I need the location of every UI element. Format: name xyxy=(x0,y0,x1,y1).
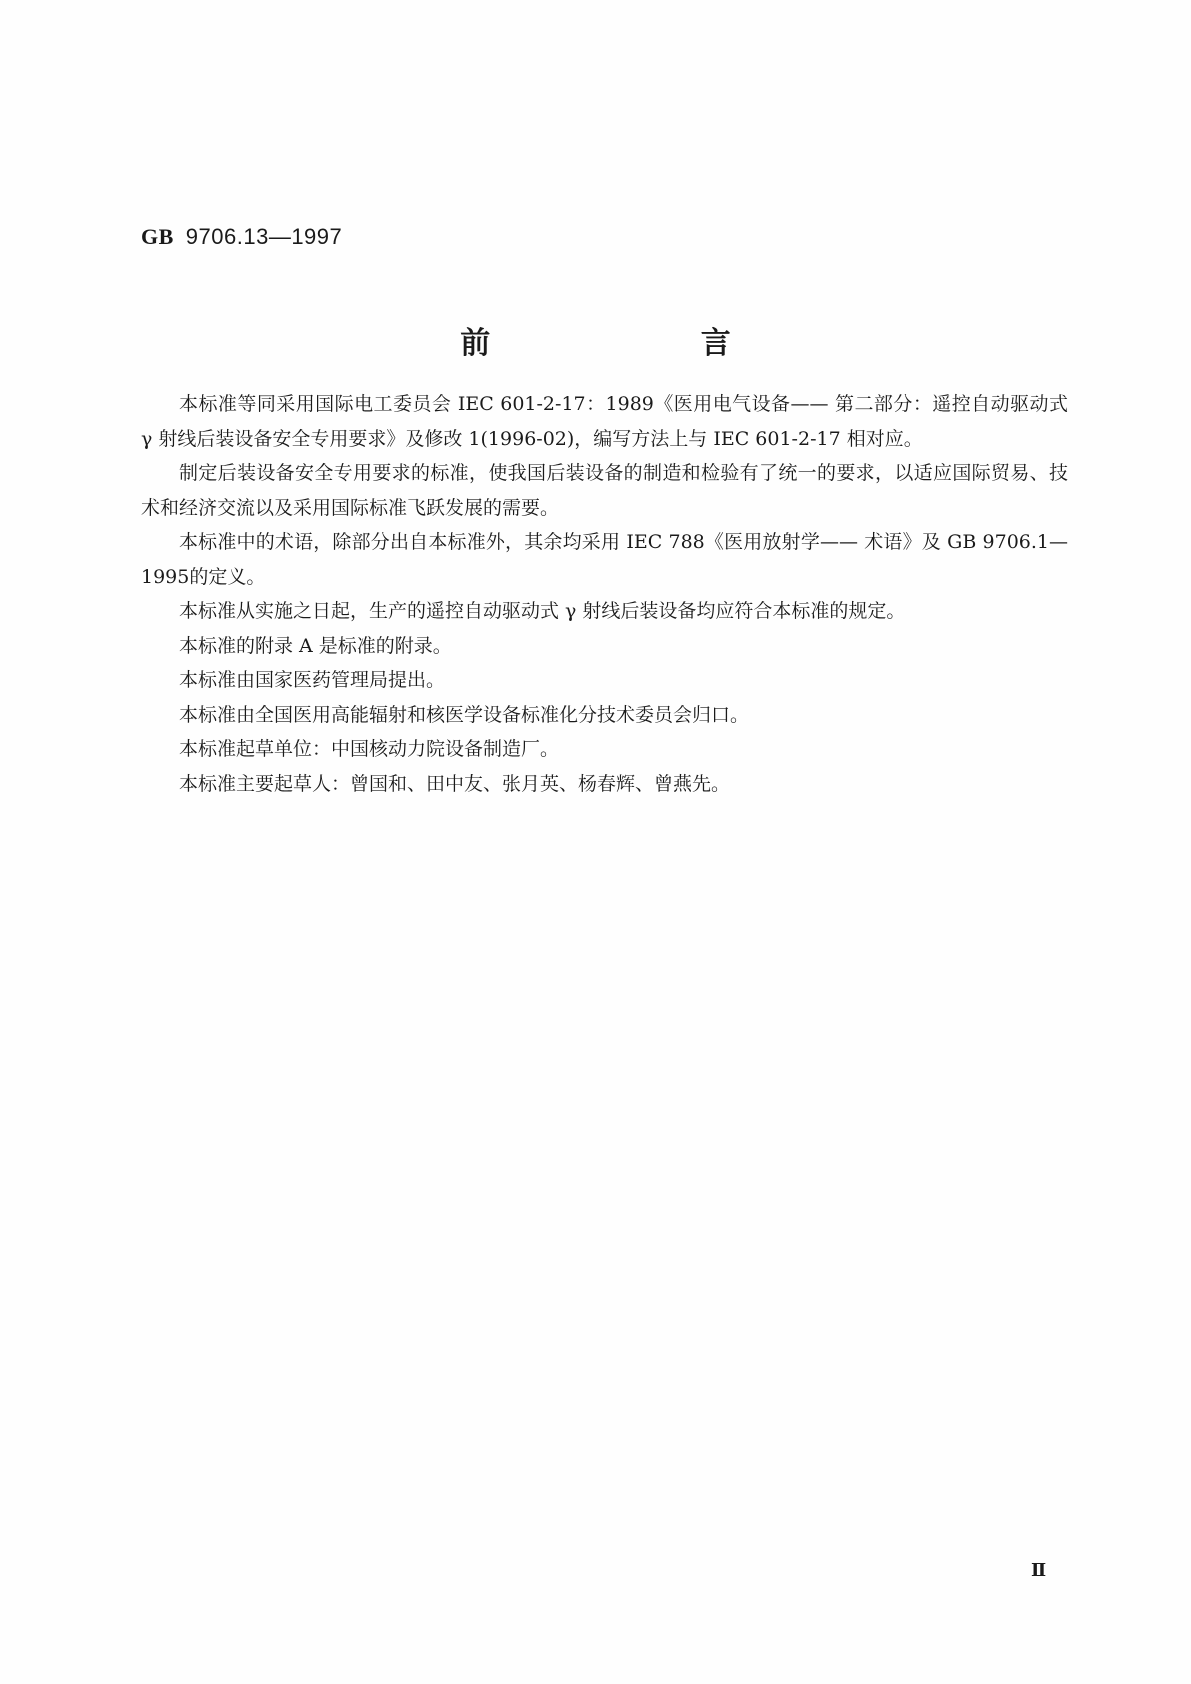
paragraph-drafters: 本标准主要起草人：曾国和、田中友、张月英、杨春辉、曾燕先。 xyxy=(179,772,731,795)
standard-number: 9706.13—1997 xyxy=(185,224,343,249)
paragraph-terminology: 本标准中的术语，除部分出自本标准外，其余均采用 IEC 788《医用放射学—— 术语》及 GB 9706.1—1995的定义。 xyxy=(141,531,1068,588)
paragraph-purpose: 制定后装设备安全专用要求的标准，使我国后装设备的制造和检验有了统一的要求，以适应国际贸易、技术和经济交流以及采用国际标准飞跃发展的需要。 xyxy=(141,462,1068,519)
paragraph-annex: 本标准的附录 A 是标准的附录。 xyxy=(179,634,452,657)
paragraph-adoption: 本标准等同采用国际电工委员会 IEC 601-2-17：1989《医用电气设备—— 第二部分：遥控自动驱动式 γ 射线后装设备安全专用要求》及修改 1(1996-02)，编写方法上与 IEC 601-2-17 相对应。 xyxy=(141,393,1068,450)
standard-code xyxy=(141,224,342,250)
standard-prefix: GB xyxy=(141,224,174,249)
page-title: 前 言 xyxy=(460,326,831,361)
paragraph-committee: 本标准由全国医用高能辐射和核医学设备标准化分技术委员会归口。 xyxy=(179,703,750,726)
page-number: Ⅱ xyxy=(1031,1560,1047,1580)
paragraph-drafting-unit: 本标准起草单位：中国核动力院设备制造厂。 xyxy=(179,738,560,760)
foreword-body xyxy=(141,387,1068,801)
paragraph-effective: 本标准从实施之日起，生产的遥控自动驱动式 γ 射线后装设备均应符合本标准的规定。 xyxy=(179,600,906,622)
paragraph-proposer: 本标准由国家医药管理局提出。 xyxy=(179,669,446,691)
